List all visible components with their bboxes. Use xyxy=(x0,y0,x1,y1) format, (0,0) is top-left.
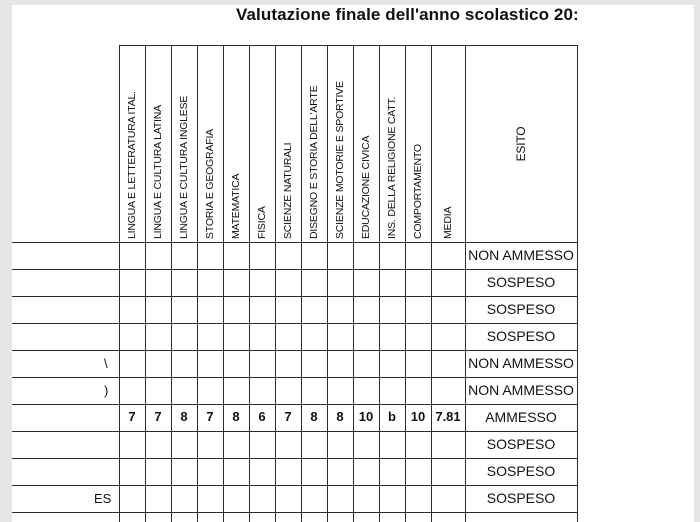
grade-cell xyxy=(353,323,379,349)
grade-cell xyxy=(275,377,301,403)
grade-cell xyxy=(379,458,405,484)
grade-cell xyxy=(119,350,145,376)
esito-cell: AMMESSO xyxy=(485,409,557,425)
grade-cell xyxy=(145,458,171,484)
grade-cell xyxy=(171,431,197,457)
grade-cell xyxy=(275,323,301,349)
grade-cell xyxy=(301,296,327,322)
grade-cell xyxy=(197,431,223,457)
column-header: MEDIA xyxy=(442,206,454,239)
grade-cell xyxy=(275,242,301,268)
grade-cell xyxy=(379,431,405,457)
column-header: SCIENZE MOTORIE E SPORTIVE xyxy=(334,81,346,239)
grade-cell xyxy=(327,242,353,268)
grade-cell xyxy=(145,485,171,511)
grade-cell xyxy=(327,350,353,376)
grade-cell xyxy=(301,323,327,349)
grade-cell xyxy=(379,377,405,403)
cropped-name-fragment: ) xyxy=(104,383,109,398)
grade-cell xyxy=(249,377,275,403)
grade-cell xyxy=(353,458,379,484)
grade-cell: 7 xyxy=(284,409,292,424)
grade-cell xyxy=(197,269,223,295)
grade-cell: 7.81 xyxy=(435,409,461,424)
grade-cell xyxy=(405,242,431,268)
grade-cell xyxy=(145,242,171,268)
esito-cell: NON AMMESSO xyxy=(468,382,574,398)
grade-cell xyxy=(145,296,171,322)
grade-cell xyxy=(197,350,223,376)
grade-cell xyxy=(431,296,465,322)
grade-cell: 8 xyxy=(310,409,318,424)
grade-cell xyxy=(327,458,353,484)
grade-cell xyxy=(379,485,405,511)
grade-cell xyxy=(431,350,465,376)
cropped-name-fragment: ES xyxy=(94,491,112,506)
grade-cell: 10 xyxy=(410,409,426,424)
cropped-name-fragment: \ xyxy=(104,356,108,371)
grade-cell xyxy=(353,242,379,268)
table-grid-line-horizontal xyxy=(12,512,577,513)
grade-cell xyxy=(405,458,431,484)
grade-cell xyxy=(119,242,145,268)
grade-cell xyxy=(119,458,145,484)
grade-cell xyxy=(431,431,465,457)
grade-cell xyxy=(119,323,145,349)
esito-cell: SOSPESO xyxy=(486,463,556,479)
grade-cell xyxy=(353,269,379,295)
grade-cell xyxy=(405,431,431,457)
grade-cell xyxy=(405,377,431,403)
grade-cell xyxy=(119,377,145,403)
grade-cell xyxy=(301,485,327,511)
grade-cell xyxy=(249,269,275,295)
grade-cell xyxy=(145,377,171,403)
column-header: MATEMATICA xyxy=(230,173,242,239)
grade-cell xyxy=(353,350,379,376)
grade-cell xyxy=(327,296,353,322)
grade-cell xyxy=(119,431,145,457)
grade-cell xyxy=(249,242,275,268)
grade-cell xyxy=(431,485,465,511)
grade-cell xyxy=(145,323,171,349)
grade-cell xyxy=(171,242,197,268)
grade-cell xyxy=(431,377,465,403)
grade-cell xyxy=(249,431,275,457)
esito-cell: NON AMMESSO xyxy=(468,247,574,263)
grade-cell xyxy=(223,350,249,376)
grade-cell xyxy=(327,485,353,511)
grade-cell xyxy=(171,458,197,484)
grade-cell xyxy=(327,269,353,295)
grade-cell xyxy=(353,296,379,322)
grade-cell xyxy=(379,350,405,376)
grade-cell xyxy=(405,350,431,376)
column-header: INS. DELLA RELIGIONE CATT. xyxy=(386,96,398,239)
document-page xyxy=(12,5,694,522)
grade-cell xyxy=(249,458,275,484)
grade-cell: 6 xyxy=(258,409,266,424)
grade-cell xyxy=(249,296,275,322)
grade-cell xyxy=(249,485,275,511)
grade-cell xyxy=(379,296,405,322)
grade-cell xyxy=(145,350,171,376)
grade-cell xyxy=(327,323,353,349)
esito-cell: SOSPESO xyxy=(486,328,556,344)
column-header: FISICA xyxy=(256,206,268,239)
grade-cell xyxy=(171,296,197,322)
grade-cell xyxy=(197,242,223,268)
column-header-esito: ESITO xyxy=(514,126,528,161)
column-header: STORIA E GEOGRAFIA xyxy=(204,129,216,239)
grade-cell xyxy=(275,458,301,484)
grade-cell xyxy=(275,350,301,376)
grade-cell xyxy=(379,269,405,295)
grade-cell xyxy=(223,485,249,511)
grade-cell xyxy=(353,377,379,403)
esito-cell: SOSPESO xyxy=(486,301,556,317)
grade-cell xyxy=(223,323,249,349)
grade-cell xyxy=(327,377,353,403)
grade-cell xyxy=(223,269,249,295)
grade-cell xyxy=(197,485,223,511)
grade-cell xyxy=(171,377,197,403)
grade-cell xyxy=(301,269,327,295)
grade-cell xyxy=(249,323,275,349)
grade-cell xyxy=(223,296,249,322)
grade-cell xyxy=(223,377,249,403)
grade-cell xyxy=(119,269,145,295)
grade-cell xyxy=(275,431,301,457)
grade-cell xyxy=(171,323,197,349)
grade-cell xyxy=(197,296,223,322)
grade-cell: 7 xyxy=(154,409,162,424)
grade-cell xyxy=(171,350,197,376)
grade-cell xyxy=(405,296,431,322)
grade-cell xyxy=(405,269,431,295)
grade-cell xyxy=(145,269,171,295)
grade-cell xyxy=(301,431,327,457)
grade-cell xyxy=(301,350,327,376)
grade-cell xyxy=(431,269,465,295)
column-header: SCIENZE NATURALI xyxy=(282,142,294,239)
grade-cell xyxy=(249,350,275,376)
esito-cell: SOSPESO xyxy=(486,436,556,452)
grade-cell xyxy=(223,458,249,484)
grade-cell xyxy=(405,485,431,511)
table-grid-line-vertical xyxy=(577,45,578,522)
grade-cell xyxy=(431,323,465,349)
grade-cell xyxy=(197,323,223,349)
column-header: DISEGNO E STORIA DELL'ARTE xyxy=(308,85,320,239)
grade-cell xyxy=(171,269,197,295)
grade-cell xyxy=(145,431,171,457)
grade-cell xyxy=(119,485,145,511)
grade-cell xyxy=(119,296,145,322)
grade-cell xyxy=(275,269,301,295)
grade-cell xyxy=(379,242,405,268)
grade-cell xyxy=(171,485,197,511)
grade-cell xyxy=(405,323,431,349)
grade-cell xyxy=(301,242,327,268)
grade-cell xyxy=(275,296,301,322)
grade-cell: 7 xyxy=(128,409,136,424)
esito-cell: SOSPESO xyxy=(486,490,556,506)
column-header: EDUCAZIONE CIVICA xyxy=(360,135,372,239)
grade-cell xyxy=(379,323,405,349)
grade-cell xyxy=(275,485,301,511)
grade-cell: 7 xyxy=(206,409,214,424)
grade-cell: 10 xyxy=(358,409,374,424)
grade-cell xyxy=(327,431,353,457)
grade-cell: 8 xyxy=(336,409,344,424)
document-title: Valutazione finale dell'anno scolastico 20: xyxy=(236,5,579,24)
grade-cell xyxy=(353,431,379,457)
grade-cell: b xyxy=(388,409,396,424)
column-header: LINGUA E CULTURA LATINA xyxy=(152,105,164,239)
column-header: LINGUA E LETTERATURA ITAL. xyxy=(126,91,138,239)
grade-cell xyxy=(431,458,465,484)
grade-cell: 8 xyxy=(232,409,240,424)
grade-cell xyxy=(431,242,465,268)
grade-cell xyxy=(223,431,249,457)
grade-cell xyxy=(301,377,327,403)
column-header: COMPORTAMENTO xyxy=(412,144,424,239)
grade-cell: 8 xyxy=(180,409,188,424)
grade-cell xyxy=(223,242,249,268)
column-header: LINGUA E CULTURA INGLESE xyxy=(178,95,190,239)
grade-cell xyxy=(301,458,327,484)
esito-cell: SOSPESO xyxy=(486,274,556,290)
grade-cell xyxy=(197,377,223,403)
esito-cell: NON AMMESSO xyxy=(468,355,574,371)
grade-cell xyxy=(197,458,223,484)
grade-cell xyxy=(353,485,379,511)
